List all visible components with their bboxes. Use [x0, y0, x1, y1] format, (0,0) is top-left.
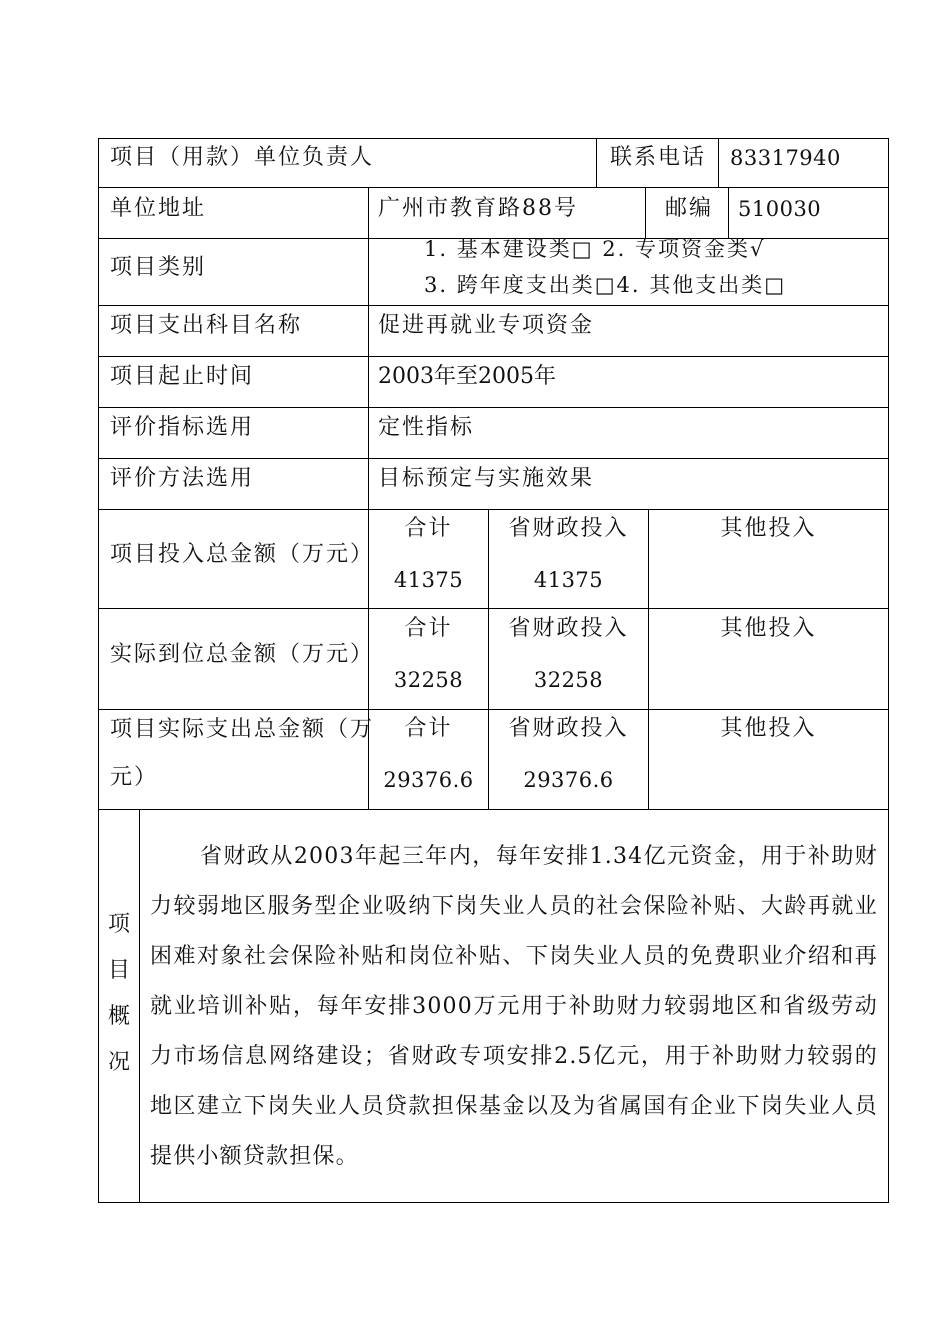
column-divider — [488, 509, 489, 809]
overview-label — [99, 902, 139, 1086]
address-label: 单位地址 — [110, 196, 207, 221]
table-border-top — [98, 138, 888, 139]
postcode-label: 邮编 — [665, 196, 714, 221]
row-divider — [98, 356, 888, 357]
method-value: 目标预定与实施效果 — [378, 466, 595, 491]
method-label: 评价方法选用 — [110, 466, 255, 491]
row-divider — [98, 407, 888, 408]
col-province-header: 省财政投入 — [508, 616, 629, 641]
subject-label: 项目支出科目名称 — [110, 313, 303, 338]
overview-label-char: 况 — [107, 1050, 130, 1075]
spent-total-label-line1: 项目实际支出总金额（万 — [110, 717, 375, 742]
category-options-line1: 1. 基本建设类□ 2. 专项资金类√ — [424, 237, 766, 261]
responsible-label: 项目（用款）单位负责人 — [110, 145, 375, 170]
subject-value: 促进再就业专项资金 — [378, 313, 595, 338]
indicator-value: 定性指标 — [378, 415, 475, 440]
row-divider — [98, 709, 888, 710]
row-divider — [98, 305, 888, 306]
table-border-right — [888, 138, 889, 1203]
overview-label-char: 概 — [107, 1004, 130, 1029]
col-total-header: 合计 — [404, 616, 453, 641]
received-total-label: 实际到位总金额（万元） — [110, 642, 375, 667]
overview-label-char: 目 — [107, 958, 130, 983]
row-divider — [98, 509, 888, 510]
indicator-label: 评价指标选用 — [110, 415, 255, 440]
category-label: 项目类别 — [110, 255, 207, 280]
received-province-value: 32258 — [533, 668, 604, 692]
spent-total-value: 29376.6 — [383, 768, 474, 792]
row-divider — [98, 608, 888, 609]
period-label: 项目起止时间 — [110, 364, 255, 389]
input-province-value: 41375 — [533, 568, 604, 592]
col-other-header: 其他投入 — [720, 616, 817, 641]
col-province-header: 省财政投入 — [508, 716, 629, 741]
column-divider — [728, 187, 729, 238]
overview-text: 省财政从2003年起三年内，每年安排1.34亿元资金，用于补助财力较弱地区服务型企业吸纳下岗失业人员的社会保险补贴、大龄再就业困难对象社会保险补贴和岗位补贴、下岗失业人员的免费职业介绍和再就业培训补贴，每年安排3000万元用于补助财力较弱地区和省级劳动力市场信息网络建设；省财政专项安排2.5亿元，用于补助财力较弱的地区建立下岗失业人员贷款担保基金以及为省属国有企业下岗失业人员提供小额贷款担保。 — [150, 844, 878, 1169]
period-value: 2003年至2005年 — [378, 364, 556, 389]
column-divider — [645, 187, 646, 238]
received-total-value: 32258 — [393, 668, 464, 692]
col-province-header: 省财政投入 — [508, 516, 629, 541]
column-divider — [648, 509, 649, 809]
spent-province-value: 29376.6 — [523, 768, 614, 792]
spent-total-label-line2: 元） — [110, 765, 159, 790]
row-divider — [98, 809, 888, 810]
column-divider — [596, 138, 597, 187]
col-other-header: 其他投入 — [720, 716, 817, 741]
overview-label-char: 项 — [107, 912, 130, 937]
address-value: 广州市教育路88号 — [378, 196, 578, 221]
column-divider — [718, 138, 719, 187]
category-options-line2: 3. 跨年度支出类□4. 其他支出类□ — [424, 273, 787, 297]
phone-value: 83317940 — [730, 146, 841, 170]
input-total-label: 项目投入总金额（万元） — [110, 542, 375, 567]
col-other-header: 其他投入 — [720, 516, 817, 541]
postcode-value: 510030 — [738, 197, 822, 221]
table-border-bottom — [98, 1202, 889, 1203]
column-divider — [139, 809, 140, 1202]
row-divider — [98, 458, 888, 459]
input-total-value: 41375 — [393, 568, 464, 592]
col-total-header: 合计 — [404, 716, 453, 741]
phone-label: 联系电话 — [610, 145, 707, 170]
col-total-header: 合计 — [404, 516, 453, 541]
row-divider — [98, 187, 888, 188]
